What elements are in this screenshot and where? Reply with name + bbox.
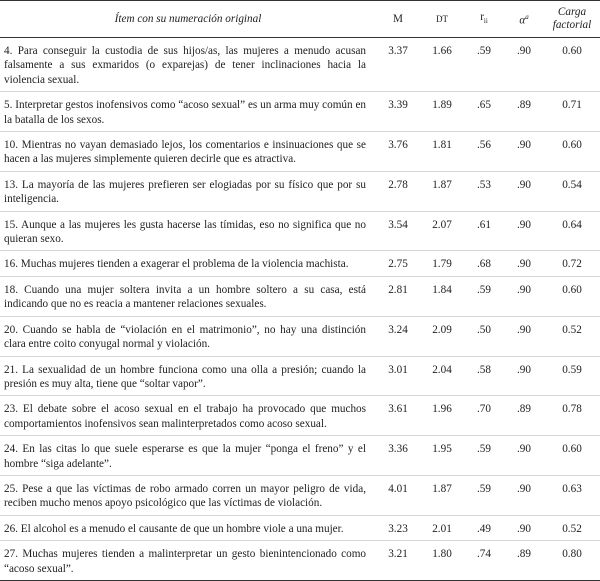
loading-value: 0.60 (544, 132, 600, 172)
header-item: Ítem con su numeración original (0, 1, 376, 38)
ri-value: .70 (464, 396, 504, 436)
ri-value: .65 (464, 92, 504, 132)
table-row (0, 475, 600, 515)
table-row (0, 276, 600, 316)
sd-value: 2.07 (420, 211, 464, 251)
item-text: 20. Cuando se habla de “violación en el matrimonio”, no hay una distinción clara entre coito conyugal normal y violación. (0, 316, 376, 356)
ri-value: .49 (464, 515, 504, 540)
table-row (0, 356, 600, 396)
mean-value: 3.21 (376, 541, 420, 581)
loading-value: 0.54 (544, 171, 600, 211)
sd-value: 1.87 (420, 475, 464, 515)
sd-value: 1.79 (420, 251, 464, 276)
table-row (0, 132, 600, 172)
alpha-value: .89 (504, 541, 544, 581)
alpha-value: .90 (504, 132, 544, 172)
item-text: 25. Pese a que las víctimas de robo armado corren un mayor peligro de vida, reciben mucho menos apoyo psicológico que las víctimas de violación. (0, 475, 376, 515)
alpha-value: .90 (504, 276, 544, 316)
sd-value: 2.09 (420, 316, 464, 356)
ri-value: .59 (464, 475, 504, 515)
table-body (0, 38, 600, 581)
sd-value: 1.96 (420, 396, 464, 436)
table-row (0, 211, 600, 251)
header-mean: M (376, 1, 420, 38)
header-alpha (504, 1, 544, 38)
alpha-value: .89 (504, 92, 544, 132)
loading-value: 0.64 (544, 211, 600, 251)
item-text: 4. Para conseguir la custodia de sus hijos/as, las mujeres a menudo acusan falsamente a sus exmaridos (o exparejas) de tener inclinaciones hacia la violencia sexual. (0, 38, 376, 92)
item-text: 5. Interpretar gestos inofensivos como “acoso sexual” es un arma muy común en la batalla de los sexos. (0, 92, 376, 132)
mean-value: 3.39 (376, 92, 420, 132)
table-row (0, 436, 600, 476)
alpha-value: .90 (504, 356, 544, 396)
alpha-value: .90 (504, 171, 544, 211)
ri-value: .68 (464, 251, 504, 276)
mean-value: 2.78 (376, 171, 420, 211)
table-row (0, 316, 600, 356)
sd-value: 2.04 (420, 356, 464, 396)
header-factor-loading (544, 1, 600, 38)
alpha-value: .89 (504, 396, 544, 436)
header-ri-sub: ii (483, 16, 488, 25)
ri-value: .74 (464, 541, 504, 581)
item-text: 27. Muchas mujeres tienden a malinterpretar un gesto bienintencionado como “acoso sexual”. (0, 541, 376, 581)
mean-value: 3.24 (376, 316, 420, 356)
sd-value: 1.81 (420, 132, 464, 172)
item-text: 26. El alcohol es a menudo el causante de que un hombre viole a una mujer. (0, 515, 376, 540)
ri-value: .61 (464, 211, 504, 251)
ri-value: .59 (464, 436, 504, 476)
loading-value: 0.71 (544, 92, 600, 132)
table-row (0, 251, 600, 276)
sd-value: 1.80 (420, 541, 464, 581)
item-text: 16. Muchas mujeres tienden a exagerar el problema de la violencia machista. (0, 251, 376, 276)
header-load-line1: Carga (557, 6, 587, 18)
loading-value: 0.72 (544, 251, 600, 276)
mean-value: 3.01 (376, 356, 420, 396)
ri-value: .59 (464, 38, 504, 92)
loading-value: 0.60 (544, 276, 600, 316)
table-row (0, 38, 600, 92)
sd-value: 2.01 (420, 515, 464, 540)
item-text: 23. El debate sobre el acoso sexual en el trabajo ha provocado que muchos comportamientos inofensivos sean malinterpretados como acoso sexual. (0, 396, 376, 436)
item-text: 21. La sexualidad de un hombre funciona como una olla a presión; cuando la presión es muy alta, tiene que “soltar vapor”. (0, 356, 376, 396)
header-alpha-sup: a (525, 12, 529, 21)
mean-value: 2.81 (376, 276, 420, 316)
mean-value: 3.54 (376, 211, 420, 251)
loading-value: 0.60 (544, 38, 600, 92)
header-alpha-main: α (519, 14, 526, 27)
alpha-value: .90 (504, 436, 544, 476)
ri-value: .50 (464, 316, 504, 356)
item-text: 10. Mientras no vayan demasiado lejos, los comentarios e insinuaciones que se hacen a las mujeres simplemente quieren decirle que es atractiva. (0, 132, 376, 172)
header-item-total-correlation (464, 1, 504, 38)
table-row (0, 515, 600, 540)
table-row (0, 171, 600, 211)
item-text: 18. Cuando una mujer soltera invita a un hombre soltero a su casa, está indicando que no es reacia a mantener relaciones sexuales. (0, 276, 376, 316)
table-row (0, 92, 600, 132)
mean-value: 2.75 (376, 251, 420, 276)
loading-value: 0.78 (544, 396, 600, 436)
loading-value: 0.52 (544, 515, 600, 540)
header-ri-main: r (480, 10, 484, 23)
header-sd: DT (420, 1, 464, 38)
alpha-value: .90 (504, 475, 544, 515)
mean-value: 3.23 (376, 515, 420, 540)
mean-value: 3.36 (376, 436, 420, 476)
loading-value: 0.52 (544, 316, 600, 356)
ri-value: .58 (464, 356, 504, 396)
loading-value: 0.63 (544, 475, 600, 515)
loading-value: 0.60 (544, 436, 600, 476)
mean-value: 3.37 (376, 38, 420, 92)
table-row (0, 396, 600, 436)
alpha-value: .90 (504, 38, 544, 92)
header-load-line2: factorial (552, 19, 592, 31)
ri-value: .59 (464, 276, 504, 316)
sd-value: 1.89 (420, 92, 464, 132)
loading-value: 0.59 (544, 356, 600, 396)
header-row (0, 1, 600, 38)
sd-value: 1.66 (420, 38, 464, 92)
ri-value: .53 (464, 171, 504, 211)
item-text: 13. La mayoría de las mujeres prefieren ser elogiadas por su físico que por su inteligencia. (0, 171, 376, 211)
ri-value: .56 (464, 132, 504, 172)
item-text: 15. Aunque a las mujeres les gusta hacerse las tímidas, eso no significa que no quieran sexo. (0, 211, 376, 251)
item-text: 24. En las citas lo que suele esperarse es que la mujer “ponga el freno” y el hombre “siga adelante”. (0, 436, 376, 476)
alpha-value: .90 (504, 211, 544, 251)
alpha-value: .90 (504, 251, 544, 276)
sd-value: 1.84 (420, 276, 464, 316)
sd-value: 1.87 (420, 171, 464, 211)
table-row (0, 541, 600, 581)
alpha-value: .90 (504, 515, 544, 540)
loading-value: 0.80 (544, 541, 600, 581)
sd-value: 1.95 (420, 436, 464, 476)
alpha-value: .90 (504, 316, 544, 356)
mean-value: 3.61 (376, 396, 420, 436)
mean-value: 3.76 (376, 132, 420, 172)
mean-value: 4.01 (376, 475, 420, 515)
